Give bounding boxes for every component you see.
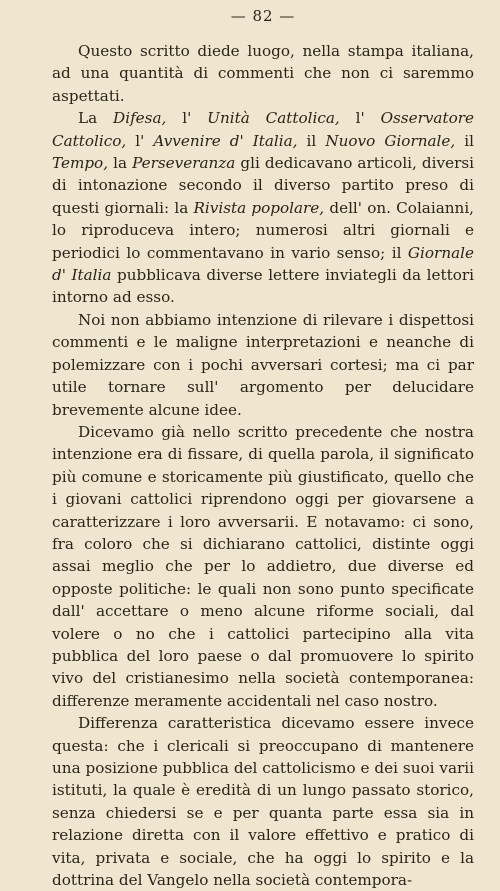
paragraph: [52, 309, 474, 421]
text-run: l': [126, 131, 154, 150]
text-run: Dicevamo già nello scritto precedente che nostra intenzione era di fissare, di quella parola, il significato più comune e storicamente più giustificato, quello che i giovani cattolici riprendono oggi per giovarsene a caratterizzare i loro avversarii. E notavamo: ci sono, fra coloro che si dichiarano cattolici, distinte oggi assai meglio che per lo addietro, due diverse ed opposte politiche: le quali non sono punto specificate dall' accettare o meno alcune riforme sociali, dal volere o no che i cattolici partecipino alla vita pubblica del loro paese o dal promuovere lo spirito vivo del cristianesimo nella società contemporanea: differenze meramente accidentali nel caso nostro.: [52, 422, 474, 710]
text-run: dell' on. Colaianni, lo riproduceva intero; numerosi altri giornali e periodici lo commentavano in vario senso; il: [52, 198, 475, 262]
text-run: il: [297, 131, 326, 150]
italic-title: Tempo,: [52, 154, 109, 173]
page-number: — 82 —: [230, 7, 296, 25]
body-text: [52, 40, 474, 891]
text-run: il: [455, 131, 474, 150]
text-run: l': [166, 109, 208, 128]
text-run: La: [78, 109, 114, 128]
italic-title: Rivista popolare,: [193, 198, 325, 217]
text-run: la: [108, 154, 133, 173]
text-run: Differenza caratteristica dicevamo essere invece questa: che i clericali si preoccupano di mantenere una posizione pubblica del cattolicismo e dei suoi varii istituti, la quale è eredità di un lungo passato storico, senza chiedersi se e per quanta parte essa sia in relazione diretta con il valore effettivo e pratico di vita, privata e sociale, che ha oggi lo spirito e la dottrina del Vangelo nella società contempora-: [52, 714, 474, 890]
paragraph: [52, 40, 474, 107]
italic-title: Avvenire d' Italia,: [153, 131, 298, 150]
paragraph: [52, 107, 474, 309]
italic-title: Giornale d' Italia: [52, 243, 474, 285]
text-run: pubblicava diverse lettere inviategli da lettori intorno ad esso.: [52, 266, 474, 307]
paragraph: [52, 421, 474, 712]
paragraph: [52, 712, 474, 891]
italic-title: Osservatore Cattolico,: [52, 109, 474, 150]
italic-title: Unità Cattolica,: [207, 109, 340, 128]
text-run: gli dedicavano articoli, diversi di intonazione secondo il diverso partito preso di questi giornali: la: [52, 154, 474, 217]
italic-title: Perseveranza: [132, 154, 236, 173]
text-run: Questo scritto diede luogo, nella stampa italiana, ad una quantità di commenti che non ci saremmo aspettati.: [52, 42, 474, 105]
italic-title: Nuovo Giornale,: [325, 131, 456, 150]
text-run: l': [339, 109, 381, 128]
italic-title: Difesa,: [113, 109, 167, 128]
text-run: Noi non abbiamo intenzione di rilevare i dispettosi commenti e le maligne interpretazioni e neanche di polemizzare con i pochi avversari cortesi; ma ci par utile tornare sull' argomento per delucidare brevemente alcune idee.: [52, 310, 474, 419]
